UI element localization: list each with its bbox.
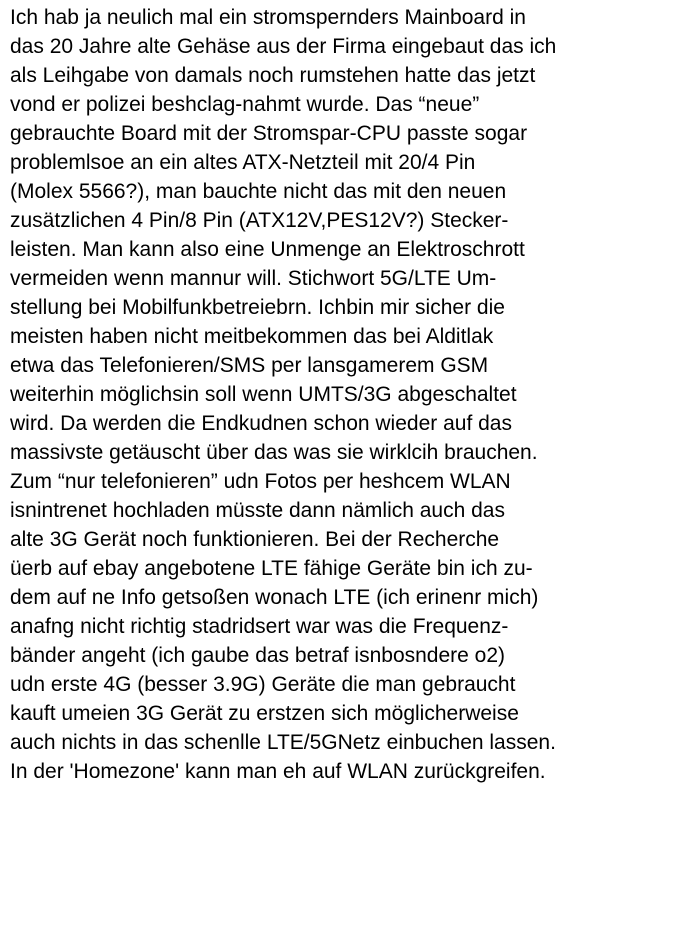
text-line: kauft umeien 3G Gerät zu erstzen sich möglicherweise xyxy=(10,702,519,725)
text-line: Ich hab ja neulich mal ein stromspernders Mainboard in xyxy=(10,6,526,29)
text-line: etwa das Telefonieren/SMS per lansgamerem GSM xyxy=(10,354,489,377)
text-line: alte 3G Gerät noch funktionieren. Bei der Recherche xyxy=(10,528,500,551)
text-line: als Leihgabe von damals noch rumstehen hatte das jetzt xyxy=(10,64,536,87)
text-line: (Molex 5566?), man bauchte nicht das mit den neuen xyxy=(10,180,507,203)
text-line: In der 'Homezone' kann man eh auf WLAN zurückgreifen. xyxy=(10,760,546,783)
text-line: zusätzlichen 4 Pin/8 Pin (ATX12V,PES12V?) Stecker- xyxy=(10,209,509,232)
text-line: stellung bei Mobilfunkbetreiebrn. Ichbin mir sicher die xyxy=(10,296,505,319)
text-line: anafng nicht richtig stadridsert war was die Frequenz- xyxy=(10,615,509,638)
text-line: auch nichts in das schenlle LTE/5GNetz einbuchen lassen. xyxy=(10,731,556,754)
text-line: massivste getäuscht über das was sie wirklcih brauchen. xyxy=(10,441,538,464)
body-text xyxy=(10,0,682,786)
text-line: meisten haben nicht meitbekommen das bei Alditlak xyxy=(10,325,494,348)
text-line: isnintrenet hochladen müsste dann nämlich auch das xyxy=(10,499,505,522)
text-line: Zum “nur telefonieren” udn Fotos per heshcem WLAN xyxy=(10,470,511,493)
text-line: vond er polizei beshclag-nahmt wurde. Das “neue” xyxy=(10,93,480,116)
text-line: üerb auf ebay angebotene LTE fähige Geräte bin ich zu- xyxy=(10,557,533,580)
text-line: vermeiden wenn mannur will. Stichwort 5G/LTE Um- xyxy=(10,267,497,290)
text-line: problemlsoe an ein altes ATX-Netzteil mit 20/4 Pin xyxy=(10,151,476,174)
text-line: weiterhin möglichsin soll wenn UMTS/3G abgeschaltet xyxy=(10,383,517,406)
text-line: dem auf ne Info getsoßen wonach LTE (ich erinenr mich) xyxy=(10,586,539,609)
text-line: das 20 Jahre alte Gehäse aus der Firma eingebaut das ich xyxy=(10,35,557,58)
text-line: leisten. Man kann also eine Unmenge an Elektroschrott xyxy=(10,238,525,261)
text-line: bänder angeht (ich gaube das betraf isnbosndere o2) xyxy=(10,644,506,667)
text-line: wird. Da werden die Endkudnen schon wieder auf das xyxy=(10,412,512,435)
text-line: gebrauchte Board mit der Stromspar-CPU passte sogar xyxy=(10,122,528,145)
text-line: udn erste 4G (besser 3.9G) Geräte die man gebraucht xyxy=(10,673,516,696)
